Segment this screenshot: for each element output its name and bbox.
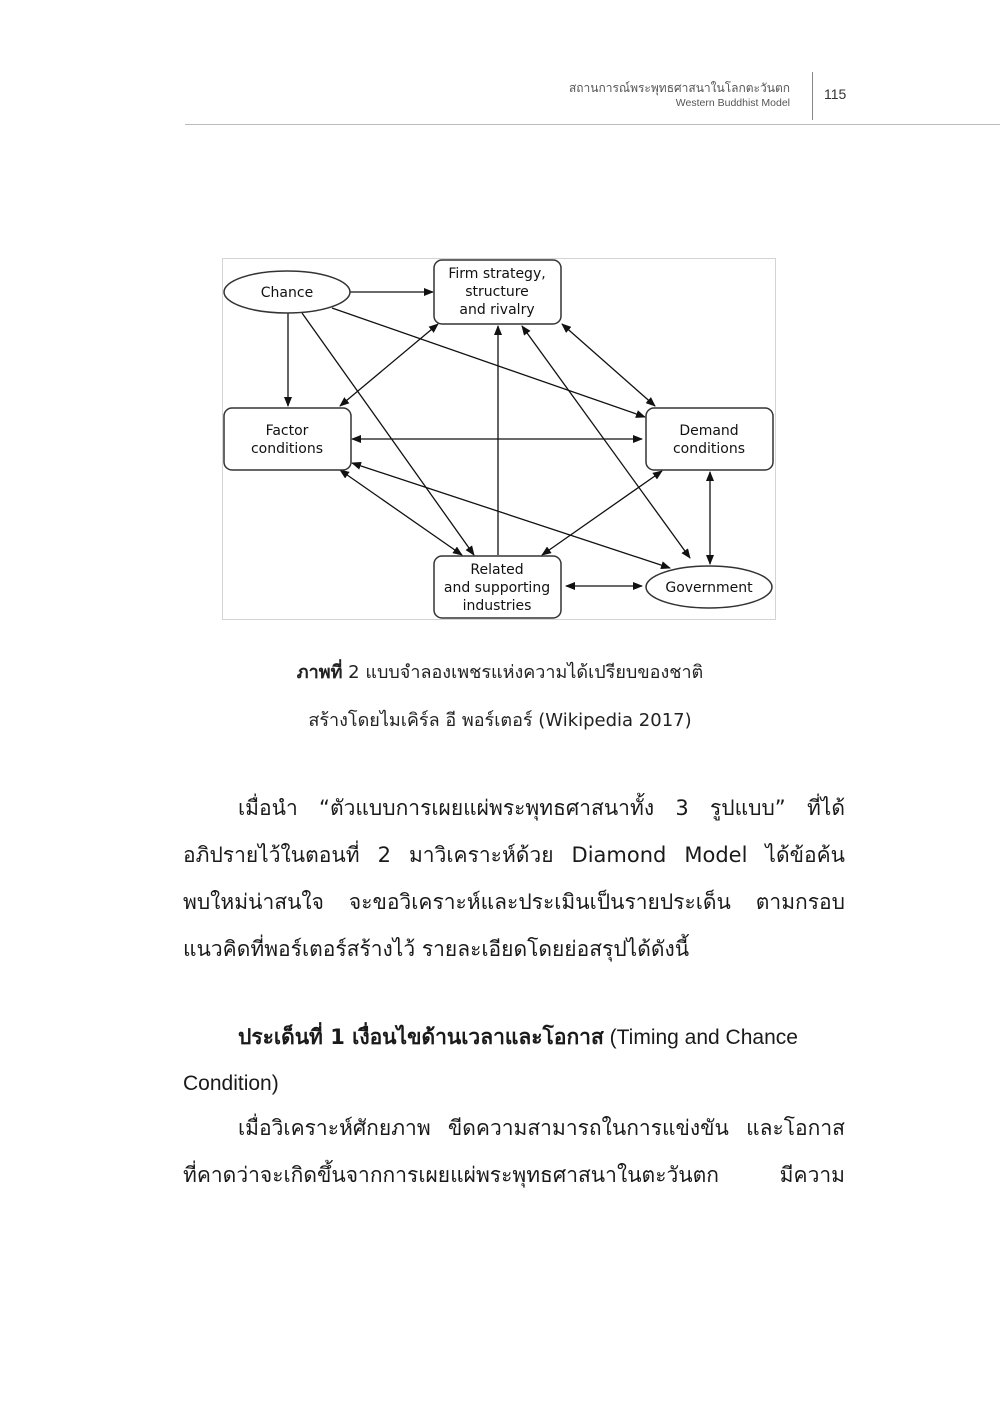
node-demand-label-line1: Demand (679, 423, 739, 439)
node-related-label-line2: and supporting (443, 580, 551, 596)
section-1-heading-line1 (183, 1014, 845, 1061)
header-rule (185, 124, 1000, 125)
node-demand-conditions (646, 408, 773, 470)
node-related-label-line1: Related (470, 562, 524, 578)
node-related-industries (434, 556, 561, 618)
paragraph-1-line-1: เมื่อนำ “ตัวแบบการเผยแผ่พระพุทธศาสนาทั้ง 3 รูปแบบ” ที่ได้ (238, 796, 845, 820)
diamond-model-figure (222, 258, 776, 620)
paragraph-2-line-2: ที่คาดว่าจะเกิดขึ้นจากการเผยแผ่พระพุทธศาสนาในตะวันตก มีความ (183, 1163, 845, 1187)
node-government (646, 566, 772, 608)
node-related-label-line3: industries (462, 598, 532, 614)
paragraph-1-line-3: พบใหม่น่าสนใจ จะขอวิเคราะห์และประเมินเป็นรายประเด็น ตามกรอบ (183, 890, 845, 914)
node-demand-label-line2: conditions (672, 441, 746, 457)
node-factor-label-line1: Factor (265, 423, 309, 439)
figure-caption-line2: สร้างโดยไมเคิร์ล อี พอร์เตอร์ (Wikipedia 2017) (308, 710, 692, 731)
paragraph-1-line-2: อภิปรายไว้ในตอนที่ 2 มาวิเคราะห์ด้วย Diamond Model ได้ข้อค้น (183, 843, 845, 867)
section-1-heading-thai: ประเด็นที่ 1 เงื่อนไขด้านเวลาและโอกาส (238, 1025, 604, 1049)
node-firm-label-line3: and rivalry (459, 302, 535, 318)
paragraph-1-line-4: แนวคิดที่พอร์เตอร์สร้างไว้ รายละเอียดโดยย่อสรุปได้ดังนี้ (183, 937, 690, 961)
node-chance-label: Chance (260, 285, 314, 301)
figure-caption-title: 2 แบบจำลองเพชรแห่งความได้เปรียบของชาติ (342, 662, 704, 683)
node-firm-strategy (434, 260, 561, 324)
diamond-model-diagram (222, 258, 776, 620)
node-chance (224, 271, 350, 313)
node-demand-shape (646, 408, 773, 470)
paragraph-2-line-1: เมื่อวิเคราะห์ศักยภาพ ขีดความสามารถในการแข่งขัน และโอกาส (238, 1116, 845, 1140)
node-firm-label-line2: structure (465, 284, 529, 300)
header-divider (812, 72, 813, 120)
page-header (0, 0, 1000, 130)
running-title-english: Western Buddhist Model (675, 97, 790, 109)
figure-caption-label: ภาพที่ (296, 662, 343, 683)
node-factor-label-line2: conditions (250, 441, 324, 457)
node-government-label: Government (665, 580, 753, 596)
figure-caption-line1 (0, 657, 1000, 686)
section-1-heading (183, 1014, 845, 1107)
section-1-heading-english: (Timing and Chance (603, 1026, 798, 1049)
section-1-heading-line2: Condition) (183, 1072, 279, 1095)
running-title-thai: สถานการณ์พระพุทธศาสนาในโลกตะวันตก (568, 81, 790, 95)
running-title (569, 80, 790, 110)
node-factor-shape (224, 408, 351, 470)
node-factor-conditions (224, 408, 351, 470)
node-firm-label-line1: Firm strategy, (448, 266, 546, 282)
body-paragraph-1 (183, 785, 845, 973)
body-paragraph-2 (183, 1105, 845, 1199)
page-number: 115 (824, 86, 847, 102)
